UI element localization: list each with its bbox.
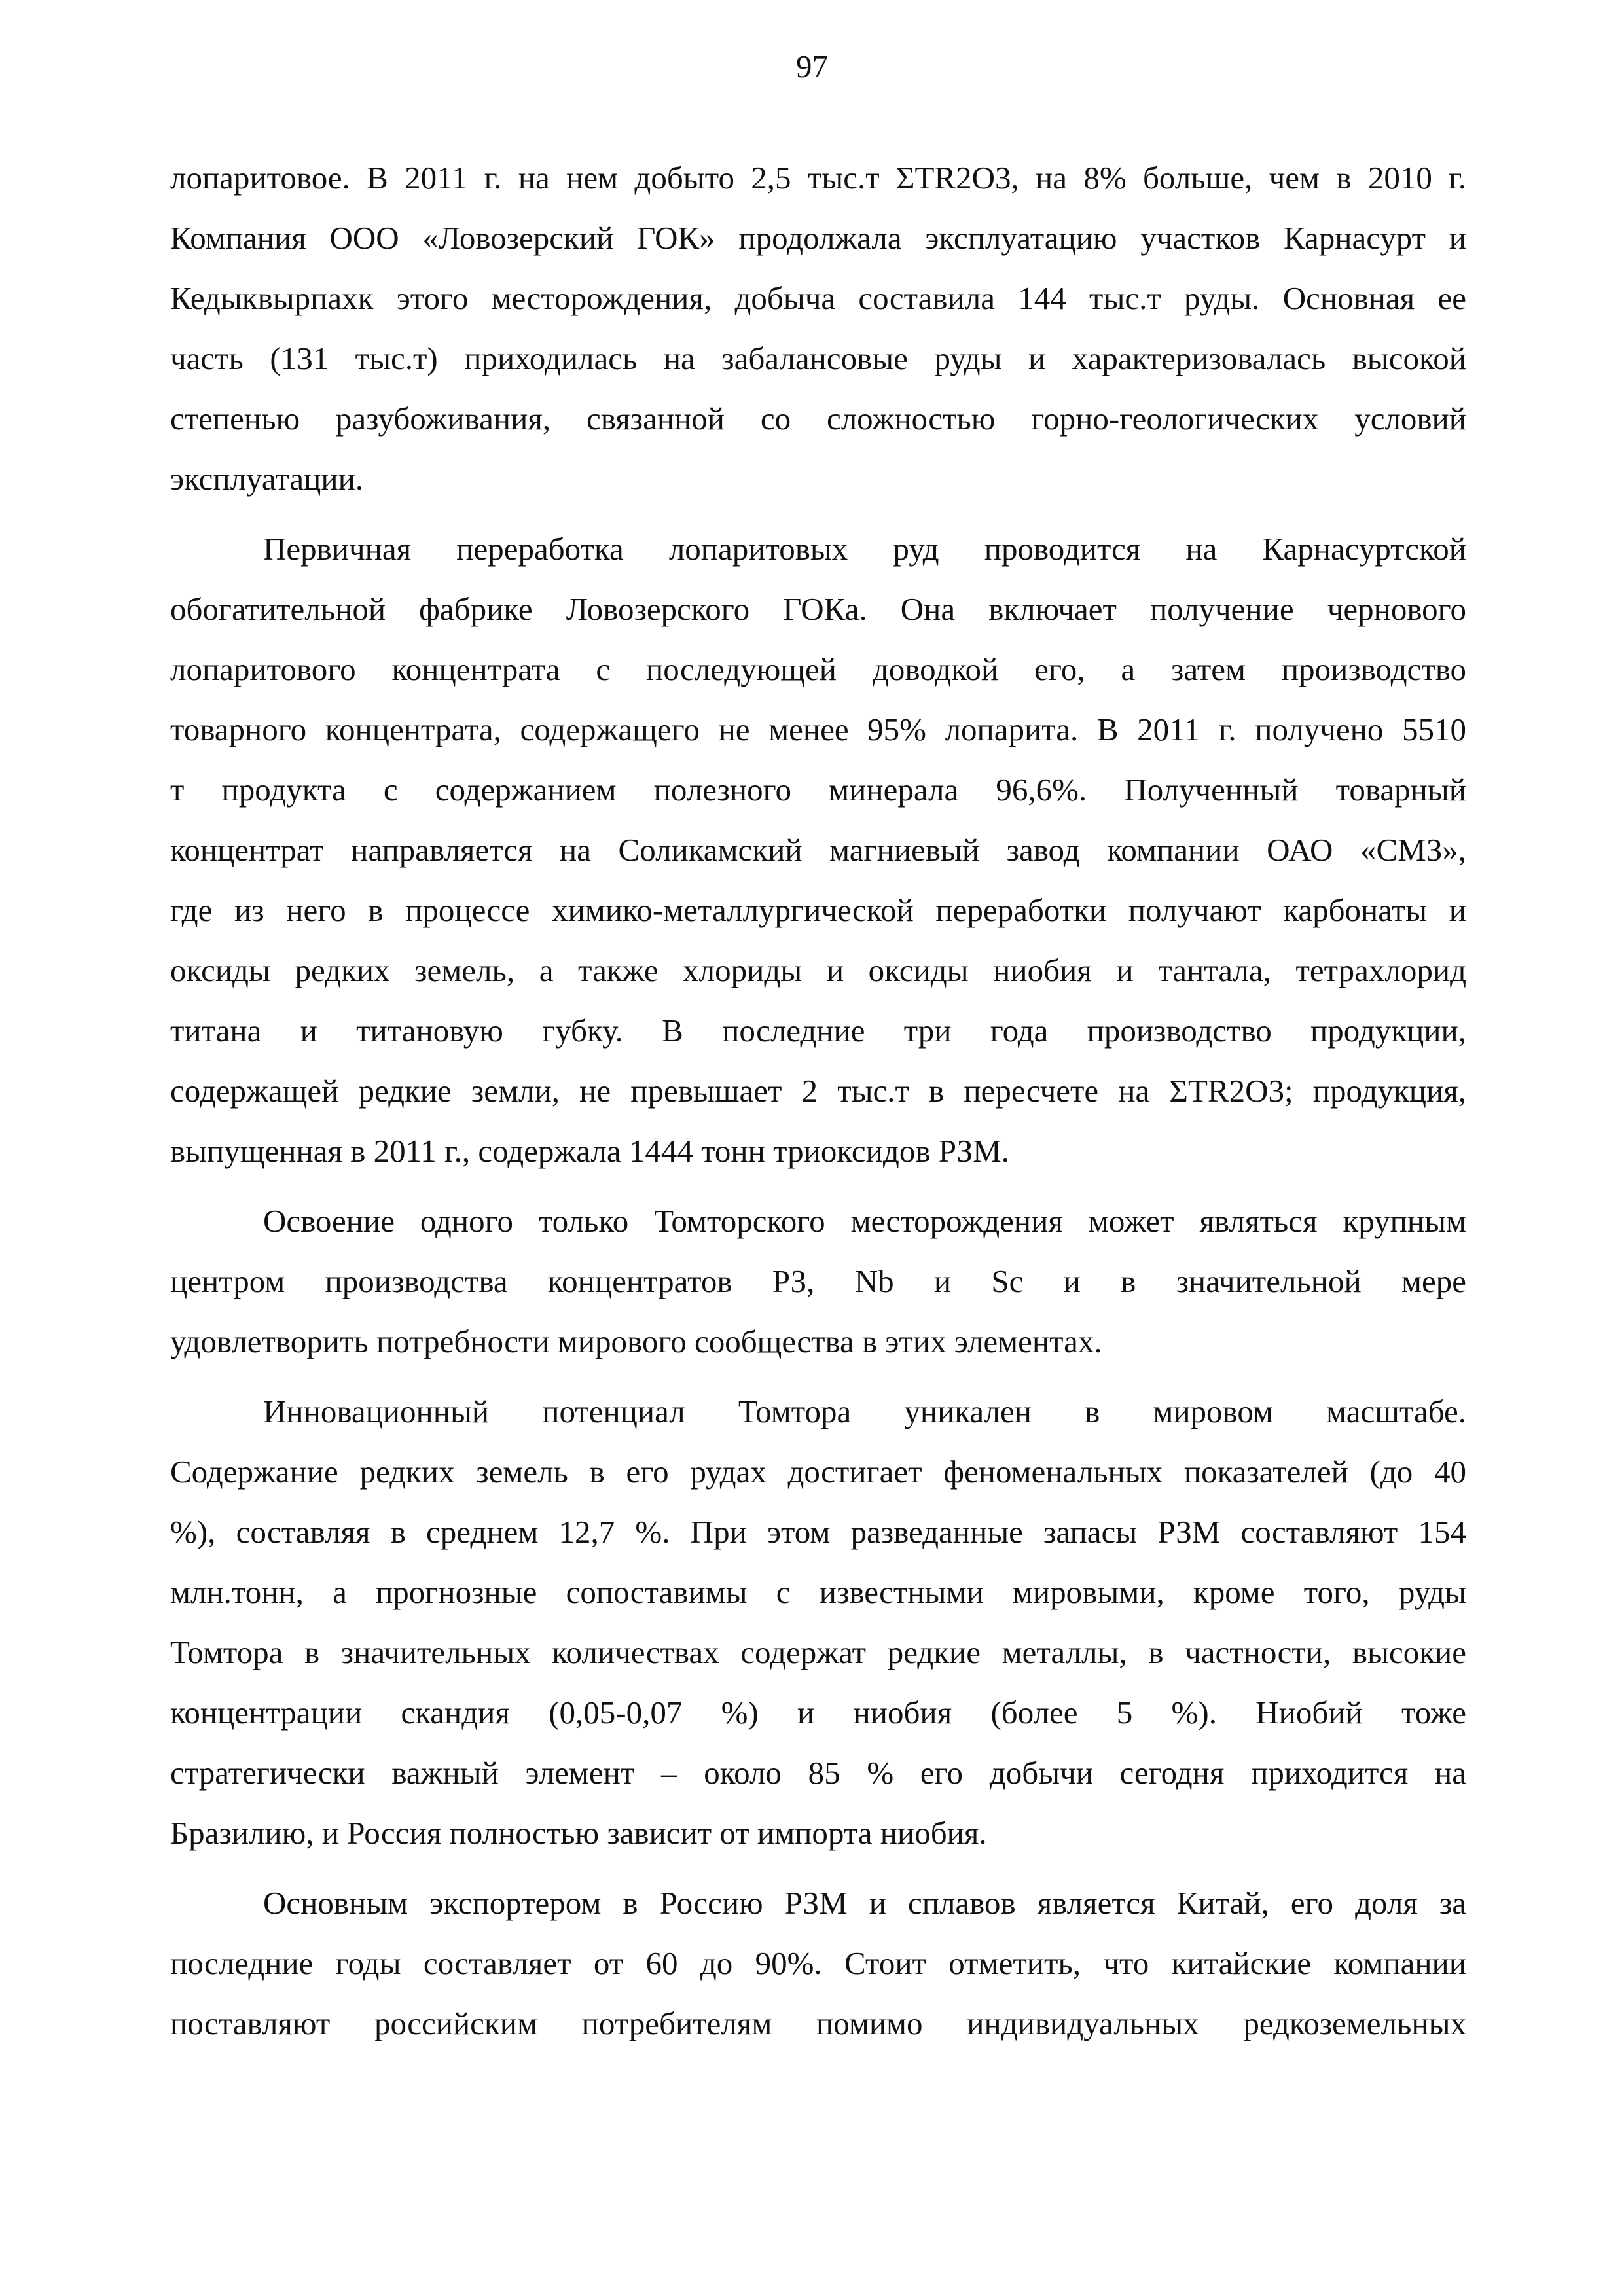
text-line: содержащей редкие земли, не превышает 2 тыс.т в пересчете на ΣTR2O3; продукция, bbox=[170, 1073, 1466, 1109]
text-line: лопаритовое. В 2011 г. на нем добыто 2,5 тыс.т ΣTR2O3, на 8% больше, чем в 2010 г. bbox=[170, 160, 1466, 196]
text-line: лопаритового концентрата с последующей доводкой его, а затем производство bbox=[170, 651, 1466, 687]
text-line: Освоение одного только Томторского месторождения может являться крупным bbox=[263, 1203, 1466, 1239]
text-line: Основным экспортером в Россию РЗМ и сплавов является Китай, его доля за bbox=[263, 1885, 1466, 1921]
page-number: 97 bbox=[796, 48, 828, 84]
text-line: Компания ООО «Ловозерский ГОК» продолжала эксплуатацию участков Карнасурт и bbox=[170, 220, 1466, 256]
text-line: Томтора в значительных количествах содержат редкие металлы, в частности, высокие bbox=[170, 1634, 1466, 1670]
text-line: товарного концентрата, содержащего не менее 95% лопарита. В 2011 г. получено 5510 bbox=[170, 711, 1466, 747]
paragraph-primary-processing bbox=[170, 519, 1466, 1181]
text-line: выпущенная в 2011 г., содержала 1444 тонн триоксидов РЗМ. bbox=[170, 1133, 1009, 1169]
text-line: Первичная переработка лопаритовых руд проводится на Карнасуртской bbox=[263, 531, 1466, 567]
text-line: Бразилию, и Россия полностью зависит от импорта ниобия. bbox=[170, 1815, 987, 1851]
paragraph-tomtor-development bbox=[170, 1191, 1466, 1372]
text-line: эксплуатации. bbox=[170, 461, 364, 497]
text-line: где из него в процессе химико-металлургической переработки получают карбонаты и bbox=[170, 892, 1466, 928]
document-body bbox=[170, 148, 1466, 2064]
text-line: Содержание редких земель в его рудах достигает феноменальных показателей (до 40 bbox=[170, 1454, 1466, 1490]
text-line: %), составляя в среднем 12,7 %. При этом разведанные запасы РЗМ составляют 154 bbox=[170, 1514, 1466, 1550]
text-line: часть (131 тыс.т) приходилась на забалансовые руды и характеризовалась высокой bbox=[170, 340, 1466, 376]
text-line: концентрат направляется на Соликамский магниевый завод компании ОАО «СМЗ», bbox=[170, 832, 1466, 868]
text-line: обогатительной фабрике Ловозерского ГОКа. Она включает получение чернового bbox=[170, 591, 1466, 627]
text-line: Инновационный потенциал Томтора уникален в мировом масштабе. bbox=[263, 1393, 1466, 1429]
paragraph-loparite-production bbox=[170, 148, 1466, 509]
text-line: титана и титановую губку. В последние три года производство продукции, bbox=[170, 1013, 1466, 1049]
text-line: Кедыквырпахк этого месторождения, добыча составила 144 тыс.т руды. Основная ее bbox=[170, 280, 1466, 316]
text-line: удовлетворить потребности мирового сообщества в этих элементах. bbox=[170, 1323, 1102, 1359]
text-line: оксиды редких земель, а также хлориды и оксиды ниобия и тантала, тетрахлорид bbox=[170, 952, 1466, 988]
paragraph-china-exports bbox=[170, 1873, 1466, 2054]
text-line: последние годы составляет от 60 до 90%. Стоит отметить, что китайские компании bbox=[170, 1945, 1466, 1981]
paragraph-tomtor-potential bbox=[170, 1382, 1466, 1863]
text-line: степенью разубоживания, связанной со сложностью горно-геологических условий bbox=[170, 401, 1466, 437]
text-line: т продукта с содержанием полезного минерала 96,6%. Полученный товарный bbox=[170, 772, 1466, 808]
text-line: концентрации скандия (0,05-0,07 %) и ниобия (более 5 %). Ниобий тоже bbox=[170, 1695, 1466, 1731]
text-line: поставляют российским потребителям помимо индивидуальных редкоземельных bbox=[170, 2005, 1466, 2041]
text-line: млн.тонн, а прогнозные сопоставимы с известными мировыми, кроме того, руды bbox=[170, 1574, 1466, 1610]
text-line: центром производства концентратов РЗ, Nb и Sc и в значительной мере bbox=[170, 1263, 1466, 1299]
text-line: стратегически важный элемент – около 85 % его добычи сегодня приходится на bbox=[170, 1755, 1466, 1791]
